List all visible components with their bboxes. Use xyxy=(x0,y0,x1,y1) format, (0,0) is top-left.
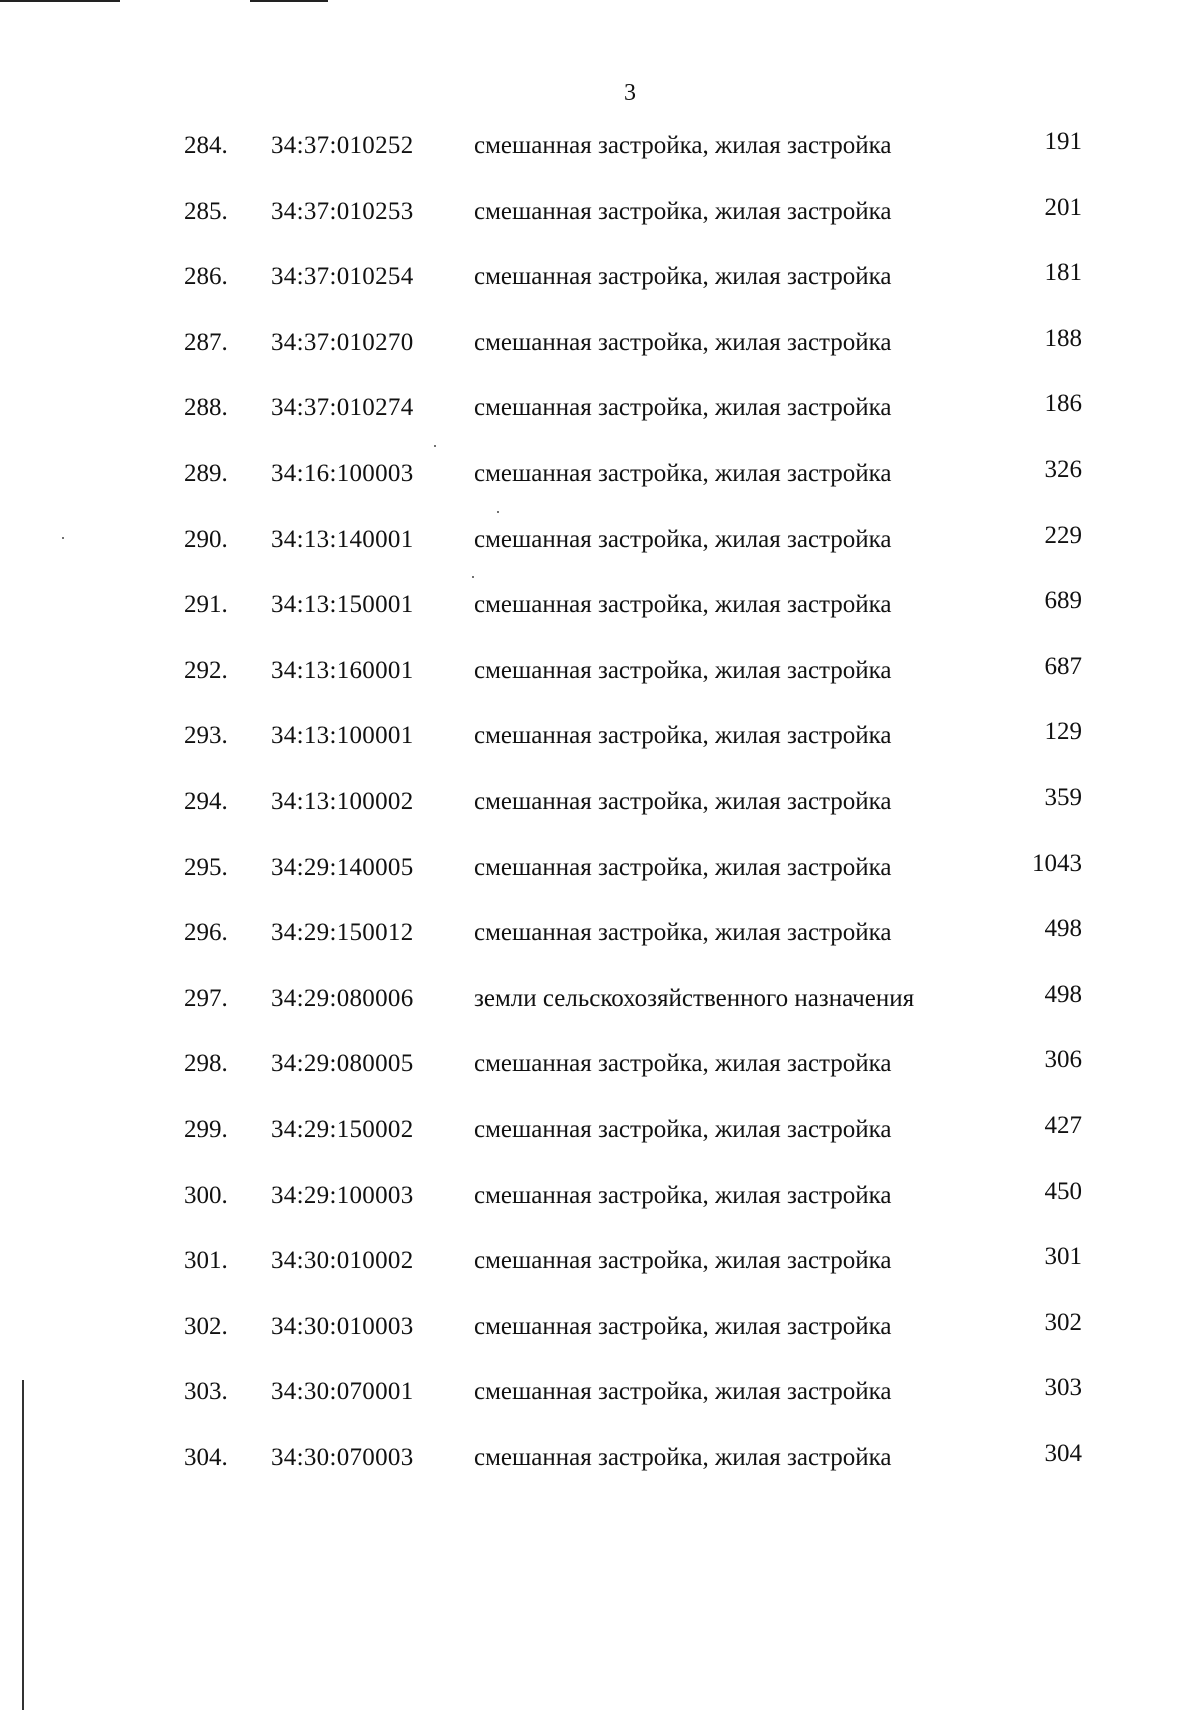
row-number: 284. xyxy=(184,132,228,159)
list-row xyxy=(0,1374,1200,1443)
list-row xyxy=(0,521,1200,591)
list-row xyxy=(0,1177,1200,1247)
row-number: 301. xyxy=(184,1247,228,1275)
row-value: 201 xyxy=(1044,193,1082,221)
land-use-description: смешанная застройка, жилая застройка xyxy=(474,591,892,619)
row-number: 296. xyxy=(184,919,228,947)
page-number: 3 xyxy=(624,80,636,106)
row-number: 300. xyxy=(184,1181,228,1209)
row-number: 287. xyxy=(184,328,228,356)
row-number: 289. xyxy=(184,459,228,487)
row-number: 297. xyxy=(184,984,228,1012)
land-use-description: смешанная застройка, жилая застройка xyxy=(474,1247,892,1275)
land-use-description: смешанная застройка, жилая застройка xyxy=(474,1312,892,1340)
list-row xyxy=(0,1308,1200,1378)
cadastral-number: 34:29:080005 xyxy=(271,1050,414,1078)
land-use-description: смешанная застройка, жилая застройка xyxy=(474,1181,892,1209)
land-use-description: смешанная застройка, жилая застройка xyxy=(474,656,892,684)
row-number: 286. xyxy=(184,263,228,291)
list-row xyxy=(0,587,1200,656)
cadastral-number: 34:30:070003 xyxy=(271,1443,414,1471)
list-row xyxy=(0,849,1200,919)
list-row xyxy=(0,652,1200,722)
list-row xyxy=(0,1439,1200,1509)
land-use-description: смешанная застройка, жилая застройка xyxy=(474,919,892,947)
land-use-description: смешанная застройка, жилая застройка xyxy=(474,459,892,487)
cadastral-number: 34:13:140001 xyxy=(271,525,414,553)
cadastral-number: 34:29:150012 xyxy=(271,919,414,947)
list-row xyxy=(0,259,1200,328)
row-value: 229 xyxy=(1044,521,1082,549)
row-value: 450 xyxy=(1044,1177,1082,1205)
land-use-description: смешанная застройка, жилая застройка xyxy=(474,197,892,225)
land-use-description: земли сельскохозяйственного назначения xyxy=(474,984,915,1012)
row-number: 293. xyxy=(184,722,228,750)
row-number: 302. xyxy=(184,1312,228,1340)
land-use-description: смешанная застройка, жилая застройка xyxy=(474,787,892,815)
land-use-description: смешанная застройка, жилая застройка xyxy=(474,1050,892,1078)
row-value: 191 xyxy=(1044,128,1082,155)
row-number: 290. xyxy=(184,525,228,553)
scan-border-top-left xyxy=(0,0,120,2)
row-value: 304 xyxy=(1044,1439,1082,1467)
row-number: 291. xyxy=(184,591,228,619)
land-use-description: смешанная застройка, жилая застройка xyxy=(474,1443,892,1471)
row-value: 181 xyxy=(1044,259,1082,287)
list-row xyxy=(0,390,1200,459)
row-value: 303 xyxy=(1044,1374,1082,1402)
list-row xyxy=(0,455,1200,525)
list-row xyxy=(0,128,1200,197)
row-value: 498 xyxy=(1044,980,1082,1008)
cadastral-number: 34:29:100003 xyxy=(271,1181,414,1209)
cadastral-number: 34:37:010252 xyxy=(271,132,414,159)
row-value: 301 xyxy=(1044,1243,1082,1271)
row-number: 292. xyxy=(184,656,228,684)
land-use-description: смешанная застройка, жилая застройка xyxy=(474,722,892,750)
cadastral-number: 34:13:150001 xyxy=(271,591,414,619)
list-row xyxy=(0,980,1200,1050)
row-number: 298. xyxy=(184,1050,228,1078)
list-row xyxy=(0,1111,1200,1181)
land-use-description: смешанная застройка, жилая застройка xyxy=(474,394,892,422)
cadastral-number: 34:30:010002 xyxy=(271,1247,414,1275)
cadastral-number: 34:37:010274 xyxy=(271,394,414,422)
cadastral-number: 34:13:100002 xyxy=(271,787,414,815)
cadastral-number: 34:29:080006 xyxy=(271,984,414,1012)
list-row xyxy=(0,718,1200,787)
list-row xyxy=(0,1046,1200,1115)
cadastral-number: 34:30:070001 xyxy=(271,1378,414,1406)
cadastral-number: 34:29:150002 xyxy=(271,1115,414,1143)
row-number: 294. xyxy=(184,787,228,815)
row-value: 129 xyxy=(1044,718,1082,746)
cadastral-number: 34:13:160001 xyxy=(271,656,414,684)
land-use-description: смешанная застройка, жилая застройка xyxy=(474,132,892,159)
land-use-description: смешанная застройка, жилая застройка xyxy=(474,328,892,356)
land-use-description: смешанная застройка, жилая застройка xyxy=(474,1115,892,1143)
row-number: 295. xyxy=(184,853,228,881)
scan-border-top-mid xyxy=(250,0,328,2)
row-number: 304. xyxy=(184,1443,228,1471)
land-use-description: смешанная застройка, жилая застройка xyxy=(474,1378,892,1406)
row-value: 306 xyxy=(1044,1046,1082,1074)
cadastral-number: 34:30:010003 xyxy=(271,1312,414,1340)
cadastral-number: 34:29:140005 xyxy=(271,853,414,881)
row-number: 288. xyxy=(184,394,228,422)
cadastral-number: 34:16:100003 xyxy=(271,459,414,487)
row-value: 687 xyxy=(1044,652,1082,680)
cadastral-number: 34:13:100001 xyxy=(271,722,414,750)
land-use-description: смешанная застройка, жилая застройка xyxy=(474,263,892,291)
row-value: 498 xyxy=(1044,915,1082,943)
list-row xyxy=(0,324,1200,394)
row-value: 427 xyxy=(1044,1111,1082,1139)
row-value: 326 xyxy=(1044,455,1082,483)
list-row xyxy=(0,193,1200,263)
list-row xyxy=(0,915,1200,984)
land-use-description: смешанная застройка, жилая застройка xyxy=(474,525,892,553)
row-value: 359 xyxy=(1044,783,1082,811)
land-plot-list xyxy=(0,128,1200,1508)
row-number: 285. xyxy=(184,197,228,225)
row-number: 303. xyxy=(184,1378,228,1406)
land-use-description: смешанная застройка, жилая застройка xyxy=(474,853,892,881)
list-row xyxy=(0,783,1200,853)
cadastral-number: 34:37:010253 xyxy=(271,197,414,225)
row-value: 302 xyxy=(1044,1308,1082,1336)
row-number: 299. xyxy=(184,1115,228,1143)
cadastral-number: 34:37:010270 xyxy=(271,328,414,356)
list-row xyxy=(0,1243,1200,1312)
row-value: 689 xyxy=(1044,587,1082,615)
cadastral-number: 34:37:010254 xyxy=(271,263,414,291)
row-value: 1043 xyxy=(1032,849,1082,877)
row-value: 188 xyxy=(1044,324,1082,352)
row-value: 186 xyxy=(1044,390,1082,418)
